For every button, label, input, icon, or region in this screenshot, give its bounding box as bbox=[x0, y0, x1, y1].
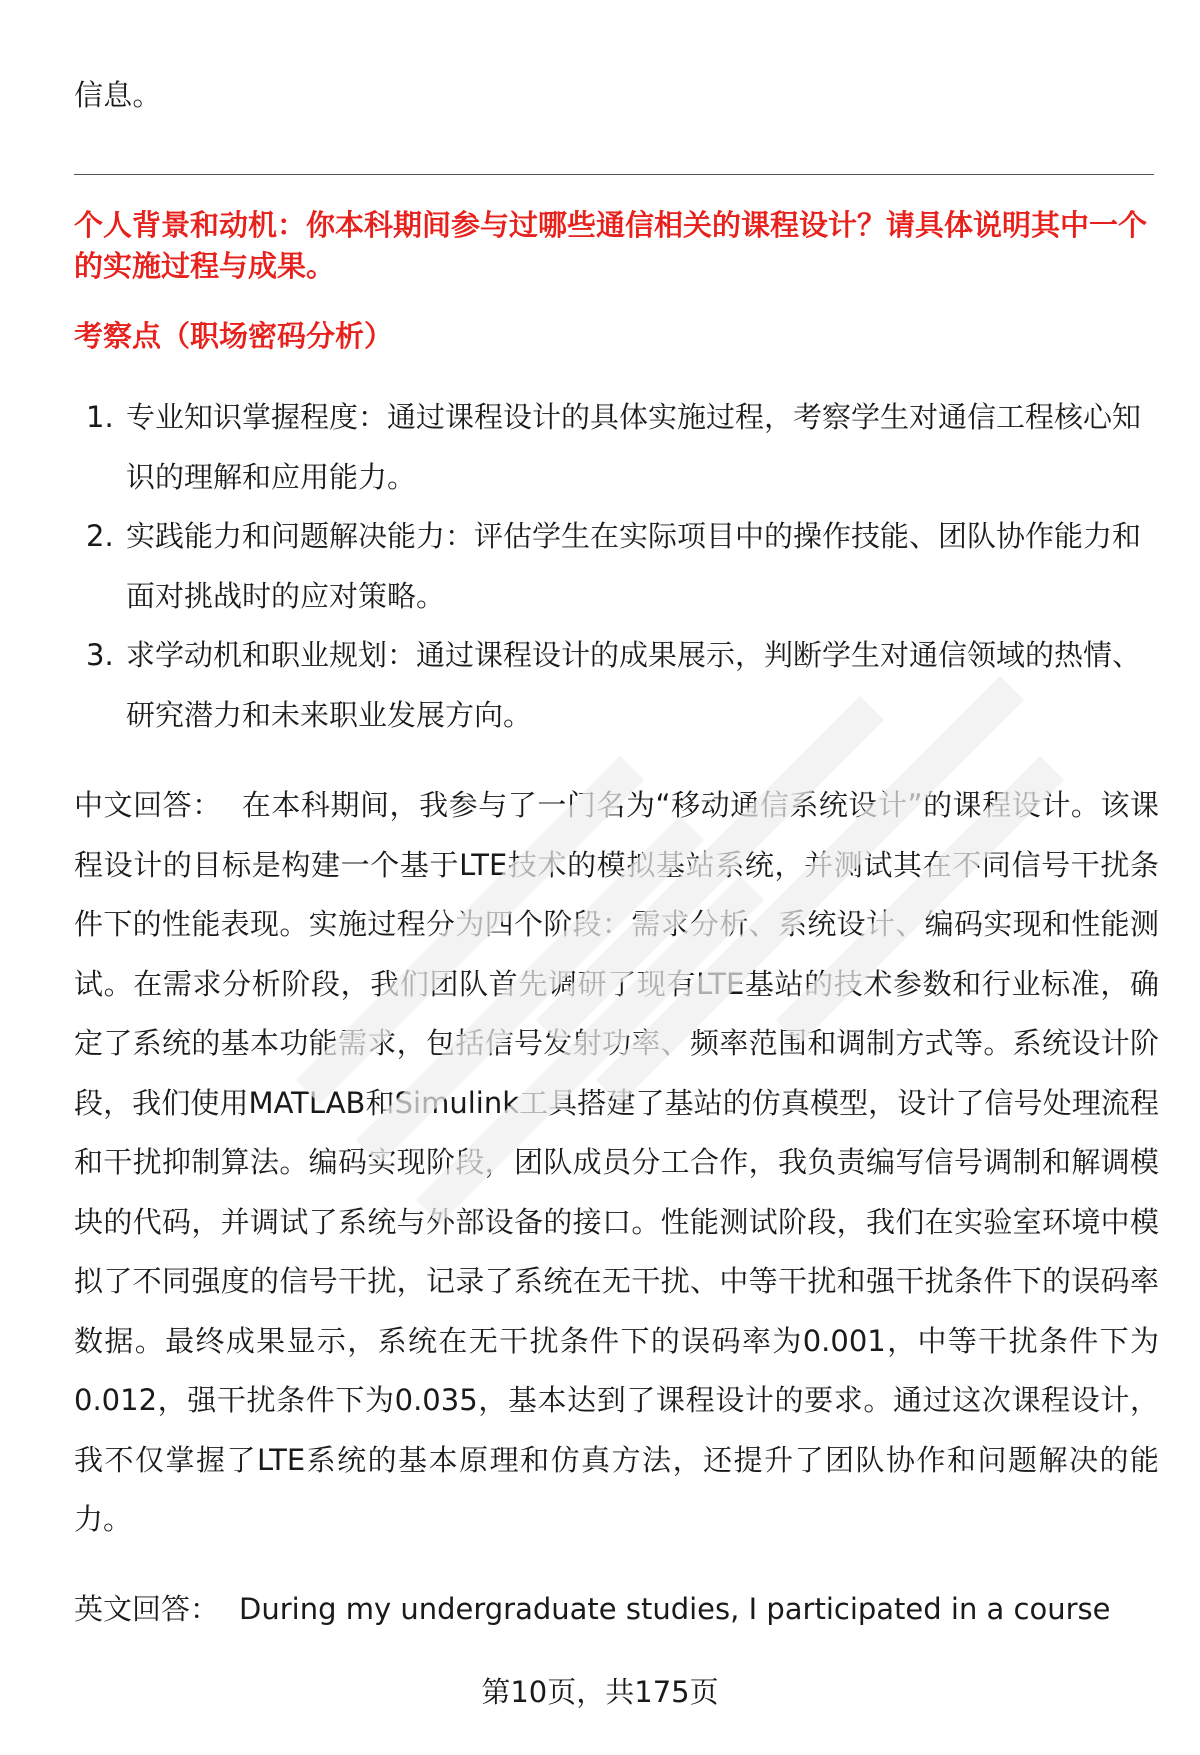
point-number: 3. bbox=[86, 638, 114, 672]
chinese-answer-label: 中文回答： bbox=[74, 788, 222, 822]
question-heading: 个人背景和动机：你本科期间参与过哪些通信相关的课程设计？请具体说明其中一个的实施过程与成果。 bbox=[74, 208, 1148, 283]
point-text: 求学动机和职业规划：通过课程设计的成果展示，判断学生对通信领域的热情、研究潜力和未来职业发展方向。 bbox=[126, 638, 1142, 732]
point-text: 实践能力和问题解决能力：评估学生在实际项目中的操作技能、团队协作能力和面对挑战时的应对策略。 bbox=[126, 519, 1142, 613]
point-text: 专业知识掌握程度：通过课程设计的具体实施过程，考察学生对通信工程核心知识的理解和应用能力。 bbox=[126, 400, 1142, 494]
point-number: 1. bbox=[86, 400, 114, 434]
english-answer bbox=[74, 1580, 1159, 1640]
assessment-point-3 bbox=[74, 626, 1154, 745]
assessment-point-2 bbox=[74, 507, 1154, 626]
english-answer-text: During my undergraduate studies, I participated in a course bbox=[239, 1592, 1111, 1626]
section-divider bbox=[74, 174, 1154, 175]
assessment-points-list bbox=[74, 388, 1154, 745]
chinese-answer-text: 在本科期间，我参与了一门名为“移动通信系统设计”的课程设计。该课程设计的目标是构建一个基于LTE技术的模拟基站系统，并测试其在不同信号干扰条件下的性能表现。实施过程分为四个阶段：需求分析、系统设计、编码实现和性能测试。在需求分析阶段，我们团队首先调研了现有LTE基站的技术参数和行业标准，确定了系统的基本功能需求，包括信号发射功率、频率范围和调制方式等。系统设计阶段，我们使用MATLAB和Simulink工具搭建了基站的仿真模型，设计了信号处理流程和干扰抑制算法。编码实现阶段，团队成员分工合作，我负责编写信号调制和解调模块的代码，并调试了系统与外部设备的接口。性能测试阶段，我们在实验室环境中模拟了不同强度的信号干扰，记录了系统在无干扰、中等干扰和强干扰条件下的误码率数据。最终成果显示，系统在无干扰条件下的误码率为0.001，中等干扰条件下为0.012，强干扰条件下为0.035，基本达到了课程设计的要求。通过这次课程设计，我不仅掌握了LTE系统的基本原理和仿真方法，还提升了团队协作和问题解决的能力。 bbox=[74, 788, 1159, 1536]
point-number: 2. bbox=[86, 519, 114, 553]
english-answer-label: 英文回答： bbox=[74, 1592, 220, 1626]
assessment-point-1 bbox=[74, 388, 1154, 507]
assessment-points-title: 考察点（职场密码分析） bbox=[74, 319, 394, 353]
continued-text-fragment: 信息。 bbox=[74, 78, 162, 112]
page-number-footer: 第10页，共175页 bbox=[481, 1675, 719, 1709]
chinese-answer bbox=[74, 776, 1159, 1550]
